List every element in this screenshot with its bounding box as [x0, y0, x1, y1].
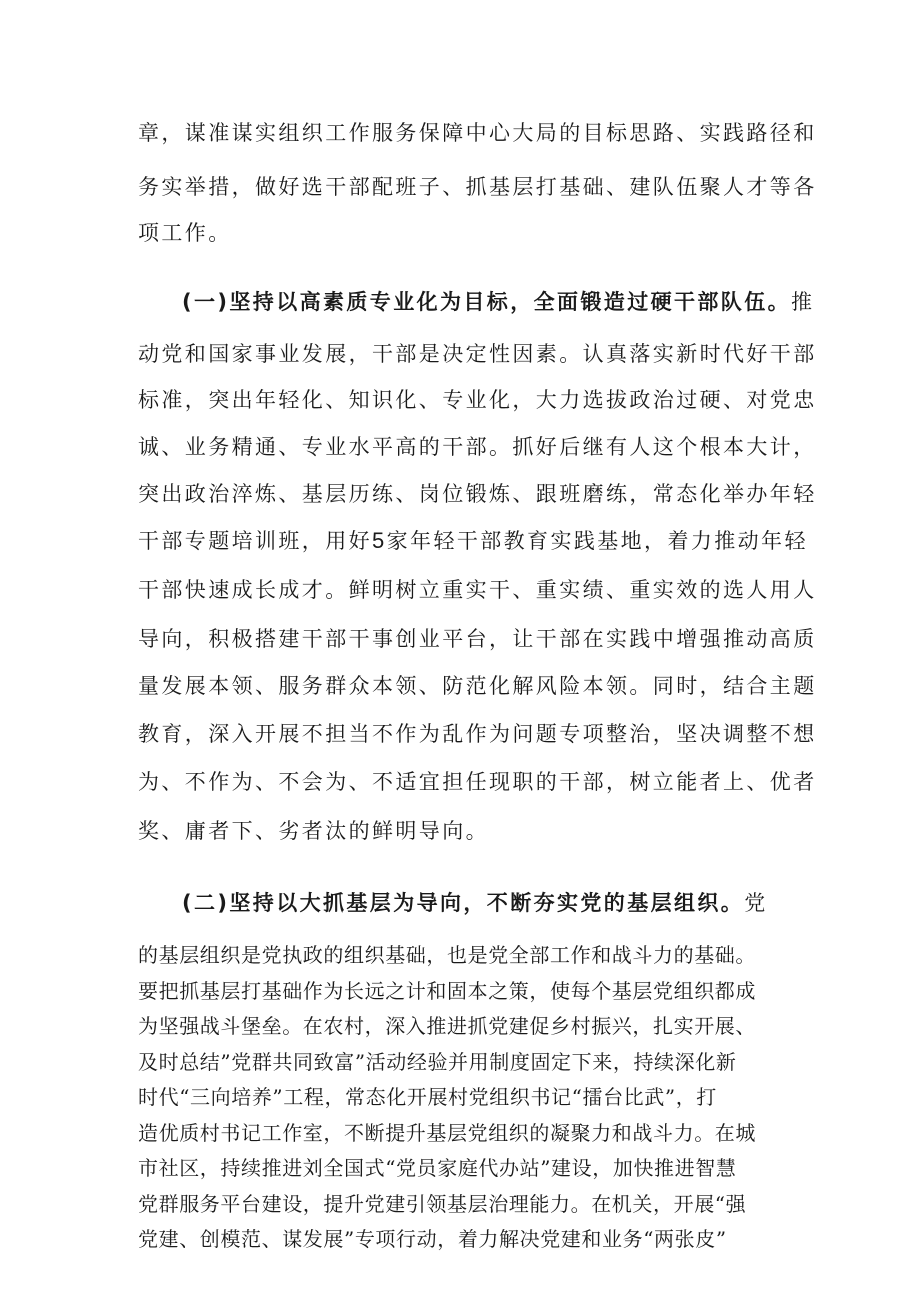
section2-line-8: 党群服务平台建设，提升党建引领基层治理能力。在机关，开展“强	[138, 1192, 747, 1216]
intro-line-2: 务实举措，做好选干部配班子、抓基层打基础、建队伍聚人才等各	[138, 175, 817, 199]
section2-line-5: 时代“三向培养”工程，常态化开展村党组织书记“擂台比武”，打	[138, 1085, 717, 1109]
section2-line-4: 及时总结”党群共同致富”活动经验并用制度固定下来，持续深化新	[138, 1050, 737, 1074]
section2-line-7: 市社区，持续推进刘全国式“党员家庭代办站”建设，加快推进智慧	[138, 1156, 737, 1180]
intro-line-1: 章，谋准谋实组织工作服务保障中心大局的目标思路、实践路径和	[138, 121, 817, 145]
section2-heading: (二)坚持以大抓基层为导向，不断夯实党的基层组织。	[182, 891, 745, 915]
section1-line-9: 教育，深入开展不担当不作为乱作为问题专项整治，坚决调整不想	[138, 722, 817, 746]
section2-line-6: 造优质村书记工作室，不断提升基层党组织的凝聚力和战斗力。在城	[138, 1121, 756, 1145]
section2-heading-line	[182, 887, 768, 917]
section1-line-1: 动党和国家事业发展，干部是决定性因素。认真落实新时代好干部	[138, 342, 817, 366]
section2-line-1: 的基层组织是党执政的组织基础，也是党全部工作和战斗力的基础。	[138, 943, 756, 967]
section1-line-5	[138, 525, 808, 555]
section1-line-11: 奖、庸者下、劣者汰的鲜明导向。	[138, 819, 489, 843]
section1-line-10: 为、不作为、不会为、不适宜担任现职的干部，树立能者上、优者	[138, 770, 817, 794]
section1-line-5-post: 家年轻干部教育实践基地，着力推动年轻	[386, 529, 808, 553]
intro-line-3: 项工作。	[138, 221, 232, 245]
section1-heading: (一)坚持以高素质专业化为目标，全面锻造过硬干部队伍。	[182, 290, 791, 314]
section2-line-3: 为坚强战斗堡垒。在农村，深入推进抓党建促乡村振兴，扎实开展、	[138, 1014, 756, 1038]
section1-heading-line	[182, 286, 814, 316]
section1-heading-tail: 推	[791, 290, 815, 314]
section1-line-5-pre: 干部专题培训班，用好	[138, 529, 372, 553]
section2-line-2: 要把抓基层打基础作为长远之计和固本之策，使每个基层党组织都成	[138, 979, 756, 1003]
section1-line-4: 突出政治淬炼、基层历练、岗位锻炼、跟班磨练，常态化举办年轻	[138, 482, 817, 506]
section2-line-9: 党建、创模范、谋发展”专项行动，着力解决党建和业务“两张皮”	[138, 1227, 727, 1251]
section2-heading-tail: 党	[744, 891, 768, 915]
section1-line-7: 导向，积极搭建干部干事创业平台，让干部在实践中增强推动高质	[138, 627, 817, 651]
section1-line-6: 干部快速成长成才。鲜明树立重实干、重实绩、重实效的选人用人	[138, 578, 817, 602]
section1-line-2: 标准，突出年轻化、知识化、专业化，大力选拔政治过硬、对党忠	[138, 388, 817, 412]
section1-line-5-number: 5	[372, 528, 387, 553]
section1-line-8: 量发展本领、服务群众本领、防范化解风险本领。同时，结合主题	[138, 674, 817, 698]
section1-line-3: 诚、业务精通、专业水平高的干部。抓好后继有人这个根本大计，	[138, 435, 817, 459]
